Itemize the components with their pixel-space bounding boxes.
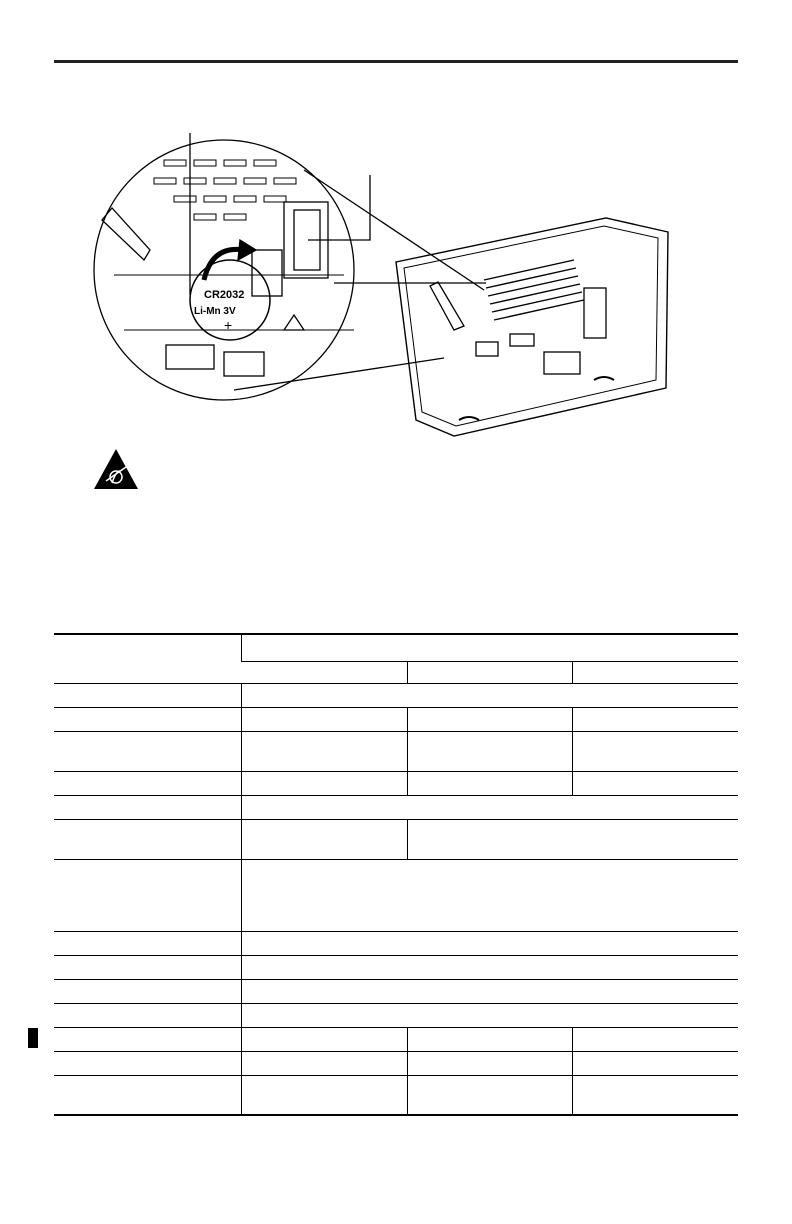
- header-cell-col2: [407, 661, 572, 683]
- esd-warning-icon: [92, 447, 140, 491]
- screwdriver-tip: [102, 208, 150, 260]
- page-side-tab-marker: [28, 1028, 38, 1048]
- table-row: [54, 1003, 738, 1027]
- usb-port-magnified: [166, 345, 214, 369]
- port-magnified-2: [224, 352, 264, 376]
- table-row: [54, 859, 738, 931]
- table-row: [54, 979, 738, 1003]
- battery-replacement-figure: [54, 90, 738, 450]
- table-row: [54, 683, 738, 707]
- device-connector-3: [544, 352, 580, 374]
- table-header-row-1: [54, 634, 738, 661]
- vent-slots-device: [484, 260, 584, 320]
- header-cell-col1: [241, 661, 407, 683]
- specifications-table: [54, 633, 738, 1116]
- screwdriver-on-device: [430, 282, 464, 330]
- table-row: [54, 931, 738, 955]
- terminal-rear-housing: [396, 218, 668, 436]
- table-row: [54, 795, 738, 819]
- table-row: [54, 707, 738, 731]
- battery-label-model: CR2032: [204, 289, 245, 301]
- vent-slots-magnified: [154, 160, 296, 220]
- table-row: [54, 955, 738, 979]
- zoom-line-bottom: [234, 358, 444, 390]
- device-connector-2: [510, 334, 534, 346]
- zoom-line-top: [304, 170, 484, 290]
- battery-label-spec: Li-Mn 3V: [194, 306, 236, 317]
- header-cell-attribute: [54, 634, 241, 683]
- table-row: [54, 819, 738, 859]
- warning-triangle-small-icon: [284, 315, 304, 330]
- header-cell-group: [241, 634, 738, 661]
- battery-holder-tab: [252, 250, 282, 296]
- table-row: [54, 731, 738, 771]
- table-row: [54, 1027, 738, 1051]
- table-row: [54, 1051, 738, 1075]
- battery-label-plus: +: [224, 317, 233, 333]
- table-row: [54, 1075, 738, 1115]
- table-row: [54, 771, 738, 795]
- header-cell-col3: [572, 661, 738, 683]
- page-top-rule: [54, 60, 738, 63]
- device-side-panel: [584, 288, 606, 338]
- device-connector-1: [476, 342, 498, 356]
